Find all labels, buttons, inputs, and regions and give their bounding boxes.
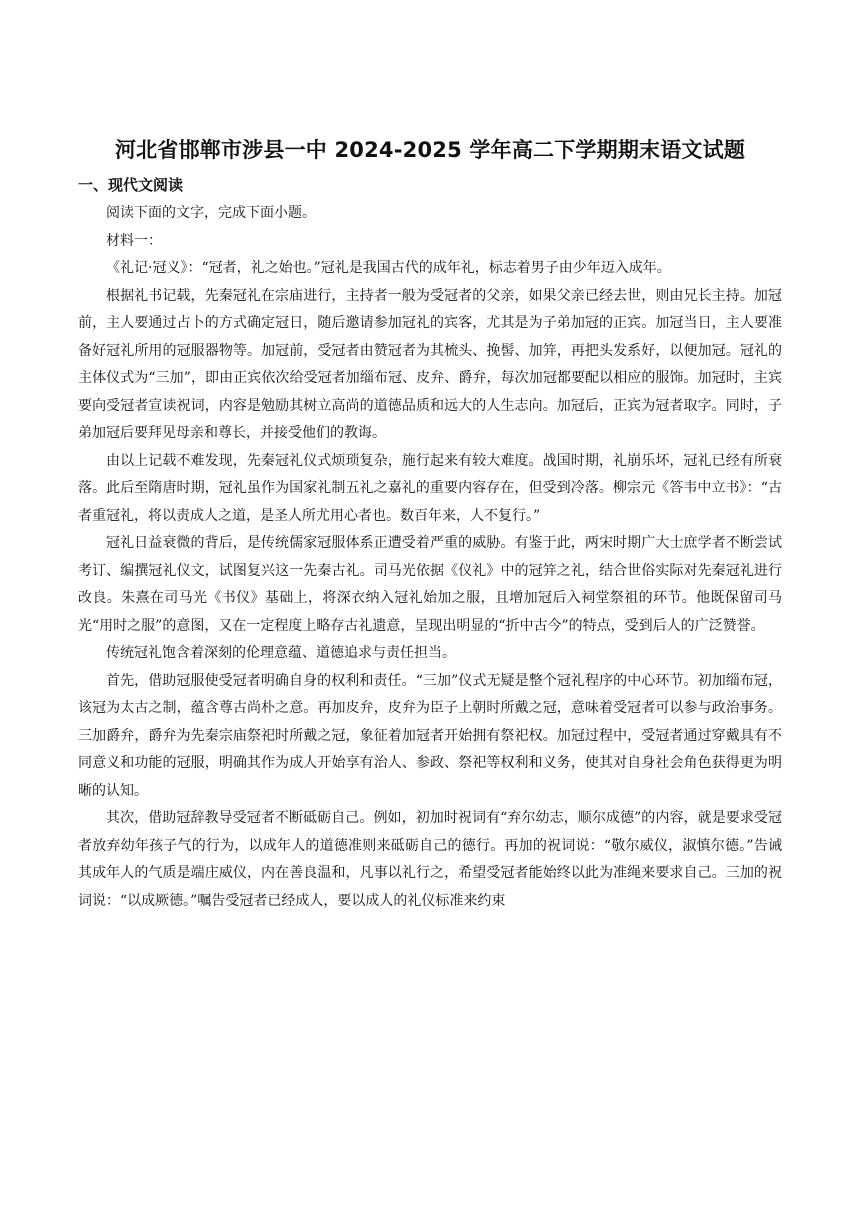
material-label: 材料一： xyxy=(106,232,162,249)
instruction-paragraph: 阅读下面的文字，完成下面小题。 xyxy=(106,205,316,221)
body-paragraph: 《礼记·冠义》：“冠者，礼之始也。”冠礼是我国古代的成年礼，标志着男子由少年迈入成年。 xyxy=(106,260,671,276)
document-title: 河北省邯郸市涉县一中 2024-2025 学年高二下学期期末语文试题 xyxy=(114,138,746,162)
body-paragraph: 冠礼日益衰微的背后，是传统儒家冠服体系正遭受着严重的威胁。有鉴于此，两宋时期广大士庶学者不断尝试考订、编撰冠礼仪文，试图复兴这一先秦古礼。司马光依据《仪礼》中的冠笄之礼，结合世俗实际对先秦冠礼进行改良。朱熹在司马光《书仪》基础上，将深衣纳入冠礼始加之服，且增加冠后入祠堂祭祖的环节。他既保留司马光“用时之服”的意图，又在一定程度上略存古礼遗意，呈现出明显的“折中古今”的特点，受到后人的广泛赞誉。 xyxy=(78,535,782,634)
section-heading: 一、现代文阅读 xyxy=(78,176,184,194)
body-paragraph: 由以上记载不难发现，先秦冠礼仪式烦琐复杂，施行起来有较大难度。战国时期，礼崩乐坏，冠礼已经有所衰落。此后至隋唐时期，冠礼虽作为国家礼制五礼之嘉礼的重要内容存在，但受到冷落。柳宗元《答韦中立书》：“古者重冠礼，将以责成人之道，是圣人所尤用心者也。数百年来，人不复行。” xyxy=(78,452,782,524)
body-paragraph: 其次，借助冠辞教导受冠者不断砥砺自己。例如，初加时祝词有“弃尔幼志，顺尔成德”的内容，就是要求受冠者放弃幼年孩子气的行为，以成年人的道德准则来砥砺自己的德行。再加的祝词说：“敬尔威仪，淑慎尔德。”告诫其成年人的气质是端庄威仪，内在善良温和，凡事以礼行之，希望受冠者能始终以此为准绳来要求自己。三加的祝词说：“以成厥德。”嘱告受冠者已经成人，要以成人的礼仪标准来约束 xyxy=(78,810,782,909)
document-body xyxy=(78,200,782,915)
body-paragraph: 首先，借助冠服使受冠者明确自身的权利和责任。“三加”仪式无疑是整个冠礼程序的中心环节。初加缁布冠，该冠为太古之制，蕴含尊古尚朴之意。再加皮弁，皮弁为臣子上朝时所戴之冠，意味着受冠者可以参与政治事务。三加爵弁，爵弁为先秦宗庙祭祀时所戴之冠，象征着加冠者开始拥有祭祀权。加冠过程中，受冠者通过穿戴具有不同意义和功能的冠服，明确其作为成人开始享有治人、参政、祭祀等权利和义务，使其对自身社会角色获得更为明晰的认知。 xyxy=(78,672,782,799)
body-paragraph: 传统冠礼饱含着深刻的伦理意蕴、道德追求与责任担当。 xyxy=(106,645,456,661)
body-paragraph: 根据礼书记载，先秦冠礼在宗庙进行，主持者一般为受冠者的父亲，如果父亲已经去世，则由兄长主持。加冠前，主人要通过占卜的方式确定冠日，随后邀请参加冠礼的宾客，尤其是为子弟加冠的正宾。加冠当日，主人要准备好冠礼所用的冠服器物等。加冠前，受冠者由赞冠者为其梳头、挽髻、加笄，再把头发系好，以便加冠。冠礼的主体仪式为“三加”，即由正宾依次给受冠者加缁布冠、皮弁、爵弁，每次加冠都要配以相应的服饰。加冠时，主宾要向受冠者宣读祝词，内容是勉励其树立高尚的道德品质和远大的人生志向。加冠后，正宾为冠者取字。同时，子弟加冠后要拜见母亲和尊长，并接受他们的教诲。 xyxy=(78,287,782,441)
